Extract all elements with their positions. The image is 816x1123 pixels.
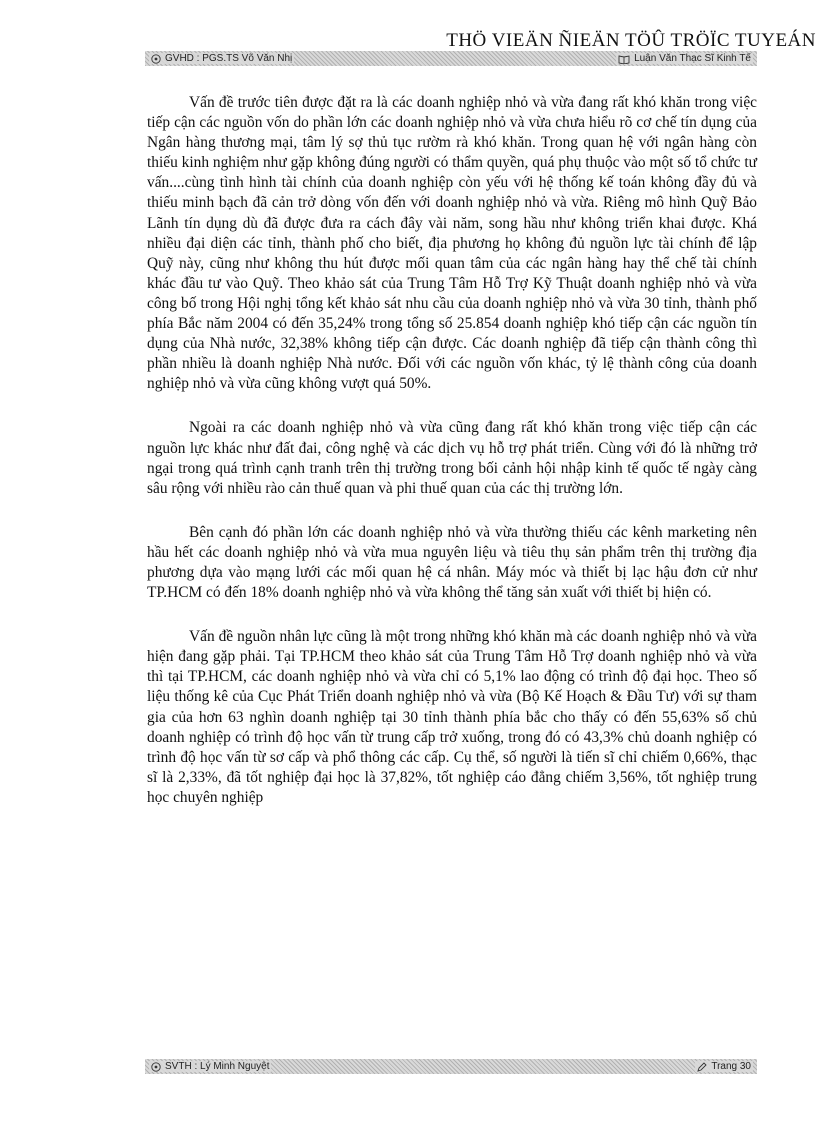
header-left	[149, 53, 294, 64]
book-icon	[618, 54, 630, 64]
student-name: SVTH : Lý Minh Nguyệt	[165, 1061, 270, 1072]
header-right	[616, 53, 753, 64]
thesis-title: Luận Văn Thạc Sĩ Kinh Tế	[634, 53, 751, 64]
advisor-name: GVHD : PGS.TS Võ Văn Nhị	[165, 53, 293, 64]
paragraph: Ngoài ra các doanh nghiệp nhỏ và vừa cũng đang rất khó khăn trong việc tiếp cận các nguồn lực khác như đất đai, công nghệ và các dịch vụ hỗ trợ phát triển. Cùng với đó là những trở ngại trong quá trình cạnh tranh trên thị trường trong bối cảnh hội nhập kinh tế quốc tế ngày càng sâu rộng với nhiều rào cản thuế quan và phi thuế quan của các thị trường lớn.	[147, 419, 757, 497]
footer-right	[695, 1061, 753, 1072]
body-text	[147, 93, 757, 832]
page-number: Trang 30	[711, 1061, 751, 1072]
footer-left	[149, 1061, 271, 1072]
paragraph: Vấn đề trước tiên được đặt ra là các doanh nghiệp nhỏ và vừa đang rất khó khăn trong việc tiếp cận các nguồn vốn do phần lớn các doanh nghiệp nhỏ và vừa chưa hiểu rõ cơ chế tín dụng của Ngân hàng thương mại, tâm lý sợ thủ tục rườm rà khó khăn. Trong quan hệ với ngân hàng còn thiếu kinh nghiệm như gặp không đúng người có thẩm quyền, quá phụ thuộc vào một số tổ chức tư vấn....cùng tình hình tài chính của doanh nghiệp còn yếu với hệ thống kế toán không đầy đủ và thiếu minh bạch đã cản trở dòng vốn đến với doanh nghiệp nhỏ và vừa. Riêng mô hình Quỹ Bảo Lãnh tín dụng dù đã được đưa ra cách đây vài năm, song hầu như không triển khai được. Khá nhiều đại diện các tỉnh, thành phố cho biết, địa phương họ không đủ nguồn lực tài chính để lập Quỹ này, cũng như không thu hút được mối quan tâm của các ngân hàng hay thể chế tài chính khác đầu tư vào Quỹ. Theo khảo sát của Trung Tâm Hỗ Trợ Kỹ Thuật doanh nghiệp nhỏ và vừa công bố trong Hội nghị tổng kết khảo sát nhu cầu của doanh nghiệp nhỏ và vừa 30 tỉnh, thành phố phía Bắc năm 2004 có đến 35,24% trong tổng số 25.854 doanh nghiệp khó tiếp cận các nguồn tín dụng của Nhà nước, 32,38% không tiếp cận được. Các doanh nghiệp đã tiếp cận thành công thì phần nhiều là doanh nghiệp Nhà nước. Đối với các nguồn vốn khác, tỷ lệ thành công của doanh nghiệp nhỏ và vừa cũng không vượt quá 50%.	[147, 94, 757, 393]
watermark-text: THÖ VIEÄN ÑIEÄN TÖÛ TRÖÏC TUYEÁN	[446, 30, 816, 51]
paragraph: Bên cạnh đó phần lớn các doanh nghiệp nhỏ và vừa thường thiếu các kênh marketing nên hầu hết các doanh nghiệp nhỏ và vừa mua nguyên liệu và tiêu thụ sản phẩm trên thị trường địa phương dựa vào mạng lưới các mối quan hệ cá nhân. Máy móc và thiết bị lạc hậu đơn cử như TP.HCM có đến 18% doanh nghiệp nhỏ và vừa không thể tăng sản xuất với thiết bị hiện có.	[147, 523, 757, 602]
page-header	[145, 51, 757, 66]
paragraph: Vấn đề nguồn nhân lực cũng là một trong những khó khăn mà các doanh nghiệp nhỏ và vừa hiện đang gặp phải. Tại TP.HCM theo khảo sát của Trung Tâm Hỗ Trợ doanh nghiệp nhỏ và vừa thì tại TP.HCM, các doanh nghiệp nhỏ và vừa chỉ có 5,1% lao động có trình độ đại học. Theo số liệu thống kê của Cục Phát Triển doanh nghiệp nhỏ và vừa (Bộ Kế Hoạch & Đầu Tư) với sự tham gia của hơn 63 nghìn doanh nghiệp tại 30 tỉnh thành phía bắc cho thấy có đến 55,63% số chủ doanh nghiệp có trình độ học vấn từ trung cấp trở xuống, trong đó có 43,3% chủ doanh nghiệp có trình độ học vấn từ sơ cấp và phổ thông các cấp. Cụ thể, số người là tiến sĩ chỉ chiếm 0,66%, thạc sĩ là 2,33%, đã tốt nghiệp đại học là 37,82%, tốt nghiệp cáo đẳng chiếm 3,56%, tốt nghiệp trung học chuyên nghiệp	[147, 628, 757, 806]
pen-icon	[697, 1062, 707, 1072]
flower-icon	[151, 1062, 161, 1072]
flower-icon	[151, 54, 161, 64]
page-footer	[145, 1059, 757, 1074]
